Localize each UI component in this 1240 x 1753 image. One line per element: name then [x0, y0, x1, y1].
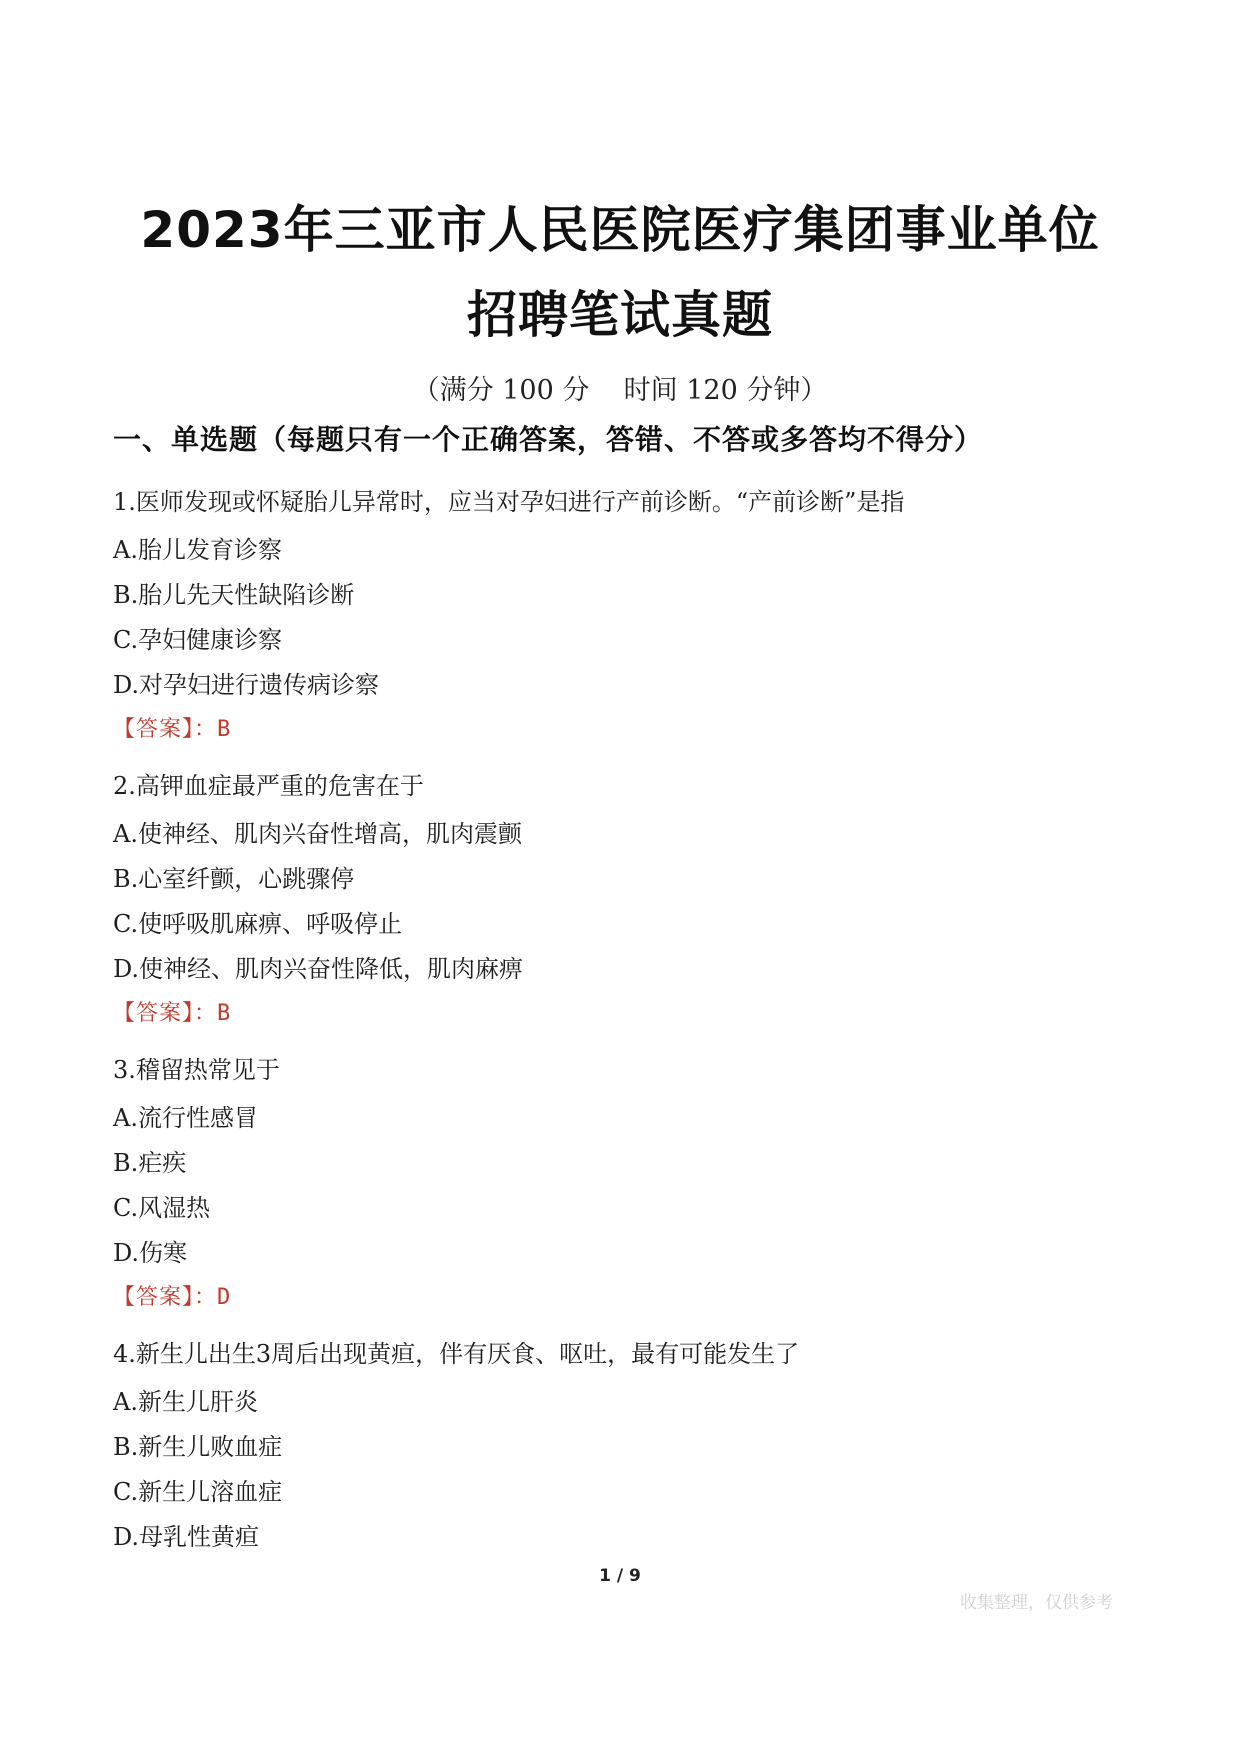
answer-value: D: [217, 1285, 232, 1310]
question-1-stem: 1.医师发现或怀疑胎儿异常时，应当对孕妇进行产前诊断。“产前诊断”是指: [113, 488, 905, 516]
document-title-line1: 2023年三亚市人民医院医疗集团事业单位: [140, 201, 1100, 259]
question-2-option-c: C.使呼吸肌麻痹、呼吸停止: [113, 910, 403, 938]
question-2-stem: 2.高钾血症最严重的危害在于: [113, 772, 424, 800]
question-2-option-a: A.使神经、肌肉兴奋性增高，肌肉震颤: [113, 820, 522, 848]
question-3-option-a: A.流行性感冒: [113, 1104, 258, 1132]
question-4-option-d: D.母乳性黄疸: [113, 1523, 260, 1551]
question-1-option-d: D.对孕妇进行遗传病诊察: [113, 671, 380, 699]
answer-label: 【答案】：: [113, 1001, 218, 1026]
question-3-option-c: C.风湿热: [113, 1194, 211, 1222]
question-4-option-b: B.新生儿败血症: [113, 1433, 283, 1461]
question-3-answer: [113, 1280, 231, 1311]
question-3-option-d: D.伤寒: [113, 1239, 188, 1267]
question-1-option-a: A.胎儿发育诊察: [113, 536, 282, 564]
answer-label: 【答案】：: [113, 1285, 218, 1310]
question-4-option-a: A.新生儿肝炎: [113, 1388, 258, 1416]
question-1-option-b: B.胎儿先天性缺陷诊断: [113, 581, 355, 609]
exam-info: （满分 100 分 时间 120 分钟）: [412, 375, 828, 406]
question-2-option-b: B.心室纤颤，心跳骤停: [113, 865, 355, 893]
section-heading: 一、单选题（每题只有一个正确答案，答错、不答或多答均不得分）: [113, 423, 984, 456]
answer-value: B: [217, 1001, 232, 1026]
watermark: 收集整理，仅供参考: [960, 1593, 1113, 1613]
question-2-option-d: D.使神经、肌肉兴奋性降低，肌肉麻痹: [113, 955, 524, 983]
question-4-option-c: C.新生儿溶血症: [113, 1478, 283, 1506]
answer-label: 【答案】：: [113, 717, 218, 742]
question-1-answer: [113, 712, 231, 743]
answer-value: B: [217, 717, 232, 742]
question-2-answer: [113, 996, 231, 1027]
question-3-option-b: B.疟疾: [113, 1149, 187, 1177]
question-3-stem: 3.稽留热常见于: [113, 1056, 280, 1084]
document-title-line2: 招聘笔试真题: [467, 286, 773, 344]
question-4-stem: 4.新生儿出生3周后出现黄疸，伴有厌食、呕吐，最有可能发生了: [113, 1340, 800, 1368]
page-number: 1 / 9: [599, 1566, 641, 1586]
question-1-option-c: C.孕妇健康诊察: [113, 626, 283, 654]
